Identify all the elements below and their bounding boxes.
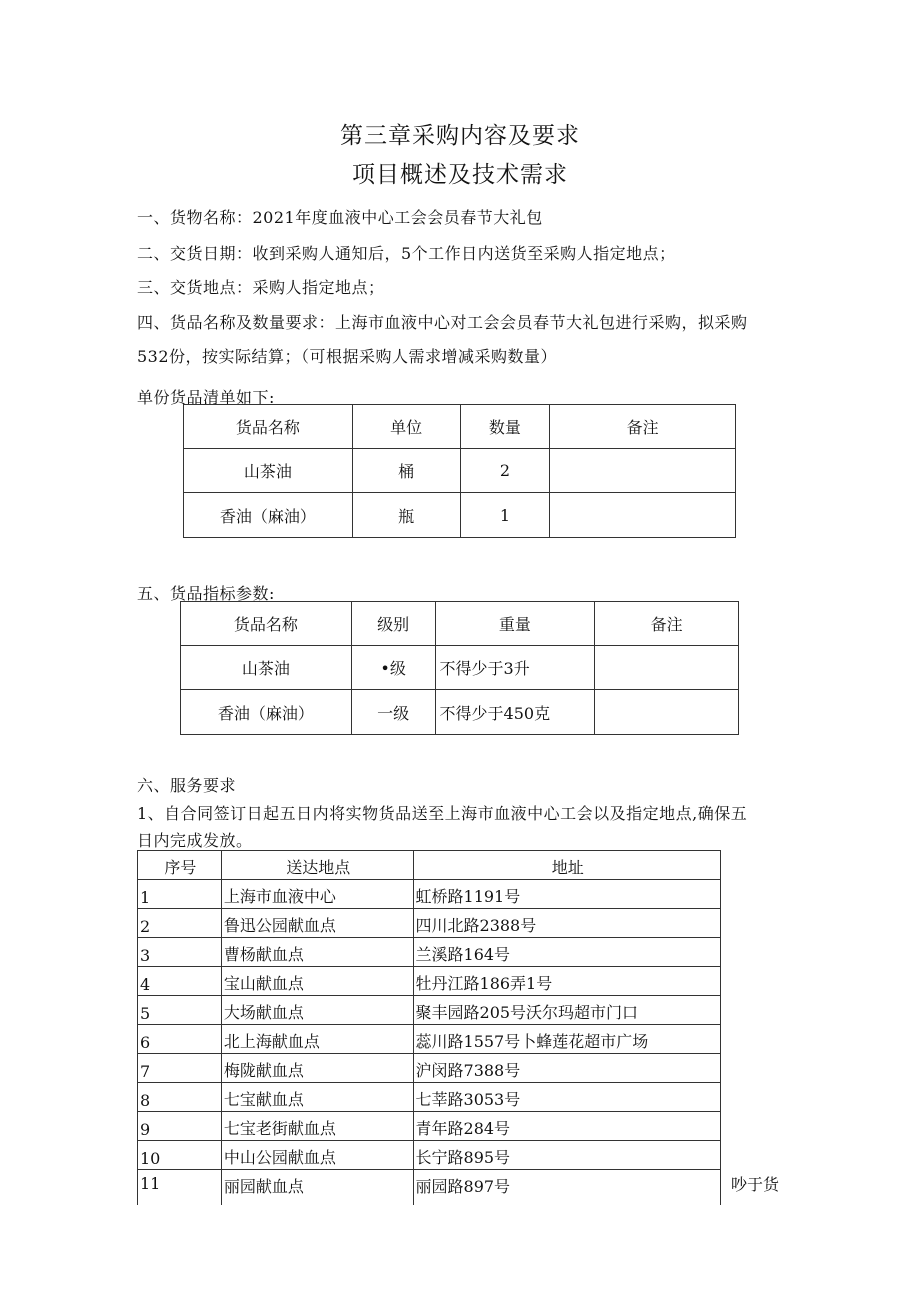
table-row (138, 1025, 721, 1054)
table-cell: 香油（麻油） (184, 493, 353, 538)
table-row (138, 880, 721, 909)
table-cell: 1 (460, 493, 550, 538)
table-cell (595, 690, 739, 735)
table-cell: 桶 (352, 449, 460, 493)
table-cell: 丽园路897号 (413, 1170, 720, 1206)
header-cell: 备注 (550, 405, 736, 449)
table-cell: 2 (460, 449, 550, 493)
section-delivery-place: 三、交货地点：采购人指定地点； (137, 278, 385, 297)
header-cell: 级别 (351, 602, 435, 646)
table-cell (550, 449, 736, 493)
table-cell: 梅陇献血点 (221, 1054, 413, 1083)
chapter-title: 第三章采购内容及要求 (340, 123, 580, 149)
header-cell: 送达地点 (221, 851, 413, 880)
table-cell: 大场献血点 (221, 996, 413, 1025)
header-cell: 序号 (138, 851, 222, 880)
table-row (138, 1083, 721, 1112)
section-quantity-line2: 532份，按实际结算；（可根据采购人需求增减采购数量） (137, 347, 558, 366)
table-cell: 9 (138, 1112, 222, 1141)
header-cell: 货品名称 (184, 405, 353, 449)
table-cell: 聚丰园路205号沃尔玛超市门口 (413, 996, 720, 1025)
table-cell: 七宝老街献血点 (221, 1112, 413, 1141)
table-cell: 鲁迅公园献血点 (221, 909, 413, 938)
table-row (138, 1141, 721, 1170)
table-cell: 一级 (351, 690, 435, 735)
section-quantity-line1: 四、货品名称及数量要求：上海市血液中心对工会会员春节大礼包进行采购，拟采购 (137, 313, 748, 332)
table-row (138, 967, 721, 996)
table-cell: 长宁路895号 (413, 1141, 720, 1170)
table-cell: 四川北路2388号 (413, 909, 720, 938)
section-goods-name: 一、货物名称：2021年度血液中心工会会员春节大礼包 (137, 208, 543, 227)
table-cell: 5 (138, 996, 222, 1025)
table-cell: 沪闵路7388号 (413, 1054, 720, 1083)
section-delivery-date: 二、交货日期：收到采购人通知后，5个工作日内送货至采购人指定地点； (137, 244, 676, 263)
table-cell: 3 (138, 938, 222, 967)
table-row (181, 646, 739, 690)
section-service-requirements: 六、服务要求 (137, 776, 237, 795)
table-cell: 七莘路3053号 (413, 1083, 720, 1112)
table-cell: 6 (138, 1025, 222, 1054)
table-cell: 8 (138, 1083, 222, 1112)
table-row (138, 996, 721, 1025)
table-cell: 丽园献血点 (221, 1170, 413, 1206)
goods-list-table (183, 404, 736, 538)
table-row (138, 1170, 721, 1206)
header-cell: 备注 (595, 602, 739, 646)
table-cell: 牡丹江路186弄1号 (413, 967, 720, 996)
table-cell: 虹桥路1191号 (413, 880, 720, 909)
table-cell: 11 (138, 1170, 222, 1206)
table-cell: 瓶 (352, 493, 460, 538)
service-requirement-line2: 日内完成发放。 (137, 831, 253, 850)
table-row (138, 909, 721, 938)
table-cell: 宝山献血点 (221, 967, 413, 996)
table-row (184, 493, 736, 538)
table-cell: 七宝献血点 (221, 1083, 413, 1112)
table-cell: 不得少于450克 (435, 690, 595, 735)
table-cell: 北上海献血点 (221, 1025, 413, 1054)
table-cell: 2 (138, 909, 222, 938)
table-cell: 青年路284号 (413, 1112, 720, 1141)
header-cell: 单位 (352, 405, 460, 449)
table-cell: 曹杨献血点 (221, 938, 413, 967)
table-cell: 兰溪路164号 (413, 938, 720, 967)
table-header-row (184, 405, 736, 449)
table-cell: •级 (351, 646, 435, 690)
table-row (184, 449, 736, 493)
header-cell: 重量 (435, 602, 595, 646)
table-header-row (181, 602, 739, 646)
table-cell (595, 646, 739, 690)
margin-note: 吵于货 (731, 1175, 780, 1194)
table-cell: 山茶油 (181, 646, 352, 690)
header-cell: 数量 (460, 405, 550, 449)
table-cell: 不得少于3升 (435, 646, 595, 690)
table-row (138, 1054, 721, 1083)
delivery-points-table (137, 850, 721, 1205)
table-cell: 4 (138, 967, 222, 996)
section-goods-params: 五、货品指标参数: (137, 584, 275, 603)
table-cell: 山茶油 (184, 449, 353, 493)
table-cell: 1 (138, 880, 222, 909)
table-cell: 10 (138, 1141, 222, 1170)
table-row (138, 938, 721, 967)
list-caption: 单份货品清单如下: (137, 388, 275, 407)
table-cell: 蕊川路1557号卜蜂莲花超市广场 (413, 1025, 720, 1054)
table-row (181, 690, 739, 735)
service-requirement-line1: 1、自合同签订日起五日内将实物货品送至上海市血液中心工会以及指定地点,确保五 (137, 804, 748, 823)
table-cell (550, 493, 736, 538)
table-header-row (138, 851, 721, 880)
table-cell: 中山公园献血点 (221, 1141, 413, 1170)
table-cell: 香油（麻油） (181, 690, 352, 735)
header-cell: 地址 (413, 851, 720, 880)
header-cell: 货品名称 (181, 602, 352, 646)
page-subtitle: 项目概述及技术需求 (352, 162, 568, 188)
goods-params-table (180, 601, 739, 735)
table-row (138, 1112, 721, 1141)
table-cell: 7 (138, 1054, 222, 1083)
table-cell: 上海市血液中心 (221, 880, 413, 909)
